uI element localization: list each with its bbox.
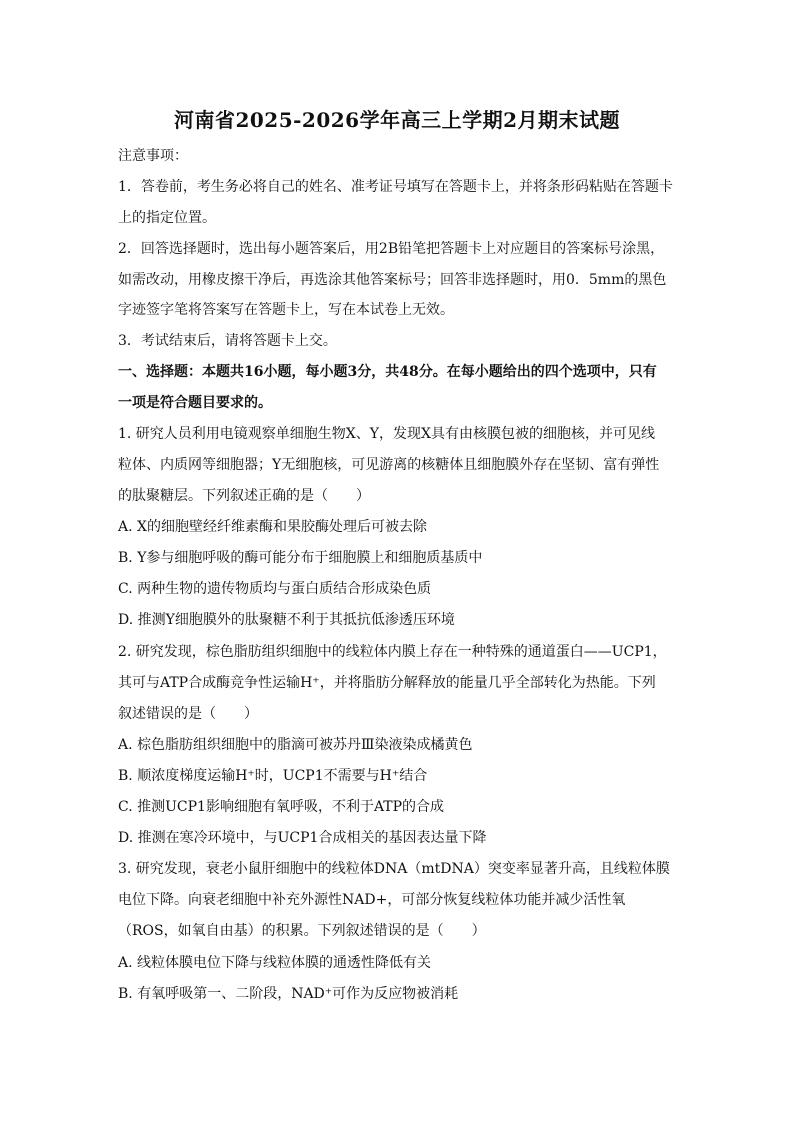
section-heading: 一、选择题：本题共16小题，每小题3分，共48分。在每小题给出的四个选项中，只有 bbox=[118, 364, 657, 380]
exam-title: 河南省2025-2026学年高三上学期2月期末试题 bbox=[173, 108, 621, 132]
notice-line: 2．回答选择题时，选出每小题答案后，用2B铅笔把答题卡上对应题目的答案标号涂黑， bbox=[118, 241, 665, 257]
question-stem: 粒体、内质网等细胞器；Y无细胞核，可见游离的核糖体且细胞膜外存在坚韧、富有弹性 bbox=[118, 457, 660, 473]
option-a: A. 棕色脂肪组织细胞中的脂滴可被苏丹Ⅲ染液染成橘黄色 bbox=[118, 737, 473, 753]
notice-line: 3．考试结束后，请将答题卡上交。 bbox=[118, 333, 337, 349]
option-c: C. 推测UCP1影响细胞有氧呼吸，不利于ATP的合成 bbox=[118, 799, 445, 815]
section-heading: 一项是符合题目要求的。 bbox=[118, 395, 272, 411]
option-a: A. X的细胞壁经纤维素酶和果胶酶处理后可被去除 bbox=[118, 519, 427, 535]
question-stem: 电位下降。向衰老细胞中补充外源性NAD+，可部分恢复线粒体功能并减少活性氧 bbox=[118, 892, 626, 908]
question-stem: 3. 研究发现，衰老小鼠肝细胞中的线粒体DNA（mtDNA）突变率显著升高，且线粒体膜 bbox=[118, 861, 670, 877]
notice-line: 字迹签字笔将答案写在答题卡上，写在本试卷上无效。 bbox=[118, 302, 454, 318]
notice-heading: 注意事项： bbox=[118, 148, 188, 164]
question-stem: （ROS，如氧自由基）的积累。下列叙述错误的是（ ） bbox=[118, 923, 486, 939]
notice-line: 1．答卷前，考生务必将自己的姓名、准考证号填写在答题卡上，并将条形码粘贴在答题卡 bbox=[118, 179, 673, 195]
question-stem: 2. 研究发现，棕色脂肪组织细胞中的线粒体内膜上存在一种特殊的通道蛋白——UCP1， bbox=[118, 644, 667, 660]
question-stem: 其可与ATP合成酶竞争性运输H⁺，并将脂肪分解释放的能量几乎全部转化为热能。下列 bbox=[118, 675, 656, 691]
option-b: B. 顺浓度梯度运输H⁺时，UCP1不需要与H⁺结合 bbox=[118, 768, 428, 784]
question-stem: 1. 研究人员利用电镜观察单细胞生物X、Y，发现X具有由核膜包被的细胞核，并可见线 bbox=[118, 426, 655, 442]
option-b: B. 有氧呼吸第一、二阶段，NAD⁺可作为反应物被消耗 bbox=[118, 986, 459, 1002]
option-d: D. 推测Y细胞膜外的肽聚糖不利于其抵抗低渗透压环境 bbox=[118, 612, 455, 628]
question-stem: 的肽聚糖层。下列叙述正确的是（ ） bbox=[118, 488, 370, 504]
option-b: B. Y参与细胞呼吸的酶可能分布于细胞膜上和细胞质基质中 bbox=[118, 550, 483, 566]
question-stem: 叙述错误的是（ ） bbox=[118, 706, 258, 722]
option-d: D. 推测在寒冷环境中，与UCP1合成相关的基因表达量下降 bbox=[118, 830, 487, 846]
option-c: C. 两种生物的遗传物质均与蛋白质结合形成染色质 bbox=[118, 581, 432, 597]
notice-line: 如需改动，用橡皮擦干净后，再选涂其他答案标号；回答非选择题时，用0．5mm的黑色 bbox=[118, 272, 667, 288]
option-a: A. 线粒体膜电位下降与线粒体膜的通透性降低有关 bbox=[118, 955, 432, 971]
notice-line: 上的指定位置。 bbox=[118, 210, 216, 226]
